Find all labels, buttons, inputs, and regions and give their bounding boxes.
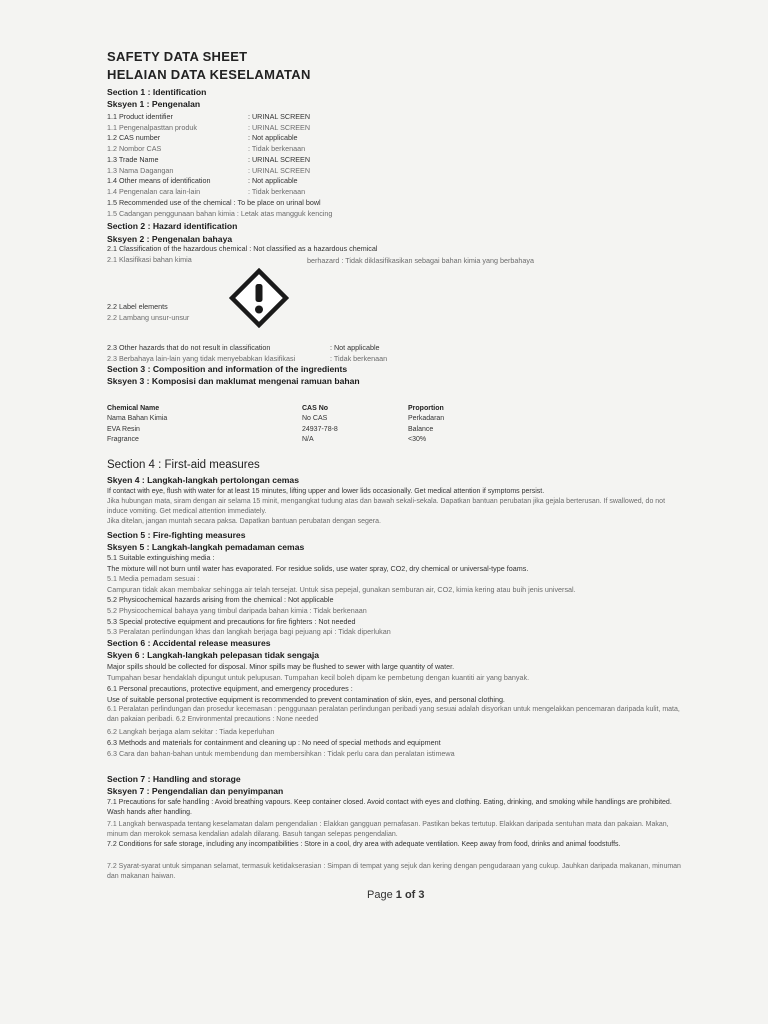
table-row-proportion: Balance <box>408 426 434 433</box>
fire-fighting-line: 5.3 Peralatan perlindungan khas dan langkah berjaga bagi pejuang api : Tidak diperlukan <box>107 627 391 637</box>
identification-label: 1.1 Product identifier <box>107 112 173 121</box>
section-5-heading-malay: Sksyen 5 : Langkah-langkah pemadaman cemas <box>107 542 305 552</box>
safe-handling: 7.1 Precautions for safe handling : Avoid breathing vapours. Keep container closed. Avoid contact with eyes and clothing. Eating, drinking, and smoking while handlings are prohibited. Wash hands after handling. <box>107 799 672 816</box>
other-hazards-value: : Not applicable <box>330 343 380 352</box>
fire-fighting-line: 5.2 Physicochemical bahaya yang timbul daripada bahan kimia : Tidak berkenaan <box>107 606 367 615</box>
document-title-malay: HELAIAN DATA KESELAMATAN <box>107 67 311 82</box>
page-number <box>367 889 425 901</box>
containment-methods-malay: 6.3 Cara dan bahan-bahan untuk membendung dan membersihkan : Tidak perlu cara dan peralatan istimewa <box>107 749 455 758</box>
identification-label: 1.2 CAS number <box>107 133 161 143</box>
ppe-text-malay: 6.1 Peralatan perlindungan dan prosedur kecemasan : penggunaan peralatan perlindungan peribadi yang sesuai adalah disyorkan untuk mengelakkan pencemaran daripada kulit, mata, dan pakaian peribadi. 6.2 Environmental precautions : None needed <box>107 706 680 723</box>
ppe-text: Use of suitable personal protective equipment is recommended to prevent contamination of skin, eyes, and personal clothing. <box>107 695 505 704</box>
section-4-heading: Section 4 : First-aid measures <box>107 459 260 471</box>
column-header-proportion-malay: Perkadaran <box>408 415 445 422</box>
page-current: 1 <box>395 889 402 901</box>
fire-fighting-line: 5.1 Suitable extinguishing media : <box>107 553 215 562</box>
identification-label: 1.3 Trade Name <box>107 154 159 164</box>
identification-label: 1.2 Nombor CAS <box>107 144 162 154</box>
label-elements: 2.2 Label elements <box>107 302 168 311</box>
other-hazards-malay: 2.3 Berbahaya lain-lain yang tidak menyebabkan klasifikasi <box>107 354 296 363</box>
page-total: 3 <box>418 889 425 901</box>
other-hazards: 2.3 Other hazards that do not result in classification <box>107 343 271 352</box>
identification-label: 1.4 Other means of identification <box>107 176 211 186</box>
identification-value: : Tidak berkenaan <box>248 186 306 196</box>
section-2-heading-malay: Sksyen 2 : Pengenalan bahaya <box>107 234 233 244</box>
identification-value: : URINAL SCREEN <box>248 112 311 121</box>
table-row-chemical: Fragrance <box>107 436 139 443</box>
safe-handling-malay: 7.1 Langkah berwaspada tentang keselamatan dalam pengendalian : Elakkan gangguan pernafasan. Pastikan bekas tertutup. Elakkan daripada sentuhan mata dan pakaian. Makan, minum dan merokok semasa kendalian adalah dilarang. Basuh tangan selepas pengendalian. <box>107 821 669 838</box>
fire-fighting-line: 5.1 Media pemadam sesuai : <box>107 574 200 584</box>
identification-label: 1.3 Nama Dagangan <box>107 165 174 175</box>
identification-label: 1.1 Pengenalpasttan produk <box>107 122 197 132</box>
fire-fighting-line: The mixture will not burn until water has evaporated. For residue solids, use water spray, CO2, dry chemical or universal-type foams. <box>107 563 529 573</box>
personal-precautions: 6.1 Personal precautions, protective equipment, and emergency procedures : <box>107 684 353 693</box>
first-aid-swallow-malay: Jika ditelan, jangan muntah secara paksa. Dapatkan bantuan perubatan dengan segera. <box>107 518 381 525</box>
page-word: Page <box>367 889 393 901</box>
identification-value: : Not applicable <box>248 133 298 143</box>
recommended-use-malay: 1.5 Cadangan penggunaan bahan kimia : Letak atas mangguk kencing <box>107 209 333 218</box>
column-header-proportion: Proportion <box>408 405 444 412</box>
environmental-malay: 6.2 Langkah berjaga alam sekitar : Tiada keperluhan <box>107 727 275 736</box>
classification-malay-label: 2.1 Klasifikasi bahan kimia <box>107 255 192 264</box>
column-header-chemical-malay: Nama Bahan Kimia <box>107 415 168 422</box>
column-header-cas-malay: No CAS <box>302 415 328 422</box>
page-of: of <box>404 889 416 901</box>
safe-storage: 7.2 Conditions for safe storage, including any incompatibilities : Store in a cool, dry area with adequate ventilation. Keep away from food, drinks and animal foodstuffs. <box>107 841 621 848</box>
safe-storage-malay: 7.2 Syarat-syarat untuk simpanan selamat, termasuk ketidakserasian : Simpan di tempat yang sejuk dan kering dengan pengudaraan yang cukup. Jauhkan daripada makanan, minuman dan makanan haiwan. <box>107 863 681 880</box>
table-row-cas: N/A <box>302 436 314 443</box>
section-3-heading-malay: Sksyen 3 : Komposisi dan maklumat mengenai ramuan bahan <box>107 376 360 386</box>
table-row-proportion: <30% <box>408 436 427 443</box>
section-6-heading: Section 6 : Accidental release measures <box>107 638 271 648</box>
fire-fighting-line: Campuran tidak akan membakar sehingga air telah tersejat. Untuk sisa pepejal, gunakan semburan air, CO2, kimia kering atau buih jenis universal. <box>107 584 576 594</box>
column-header-chemical: Chemical Name <box>107 405 160 412</box>
section-7-heading-malay: Sksyen 7 : Pengendalian dan penyimpanan <box>107 786 284 796</box>
identification-value: : Tidak berkenaan <box>248 144 306 154</box>
spill-text: Major spills should be collected for disposal. Minor spills may be flushed to sewer with large quantity of water. <box>107 662 455 671</box>
section-3-heading: Section 3 : Composition and information of the ingredients <box>107 364 348 374</box>
table-row-chemical: EVA Resin <box>107 426 140 433</box>
fire-fighting-line: 5.2 Physicochemical hazards arising from the chemical : Not applicable <box>107 595 334 605</box>
classification-malay-value: berhazard : Tidak diklasifikasikan sebagai bahan kimia yang berbahaya <box>307 256 534 265</box>
identification-value: : URINAL SCREEN <box>248 165 311 175</box>
identification-label: 1.4 Pengenalan cara lain-lain <box>107 186 201 196</box>
containment-methods: 6.3 Methods and materials for containment and cleaning up : No need of special methods and equipment <box>107 738 441 747</box>
recommended-use: 1.5 Recommended use of the chemical : To be place on urinal bowl <box>107 198 321 207</box>
column-header-cas: CAS No <box>302 405 329 412</box>
identification-value: : Not applicable <box>248 176 298 186</box>
identification-value: : URINAL SCREEN <box>248 154 311 164</box>
other-hazards-malay-value: : Tidak berkenaan <box>330 354 388 363</box>
section-6-heading-malay: Skyen 6 : Langkah-langkah pelepasan tidak sengaja <box>107 650 320 660</box>
label-elements-malay: 2.2 Lambang unsur-unsur <box>107 313 190 322</box>
spill-text-malay: Tumpahan besar hendaklah dipungut untuk pelupusan. Tumpahan kecil boleh dipam ke pembetung dengan kuantiti air yang banyak. <box>107 673 530 682</box>
first-aid-eye: If contact with eye, flush with water for at least 15 minutes, lifting upper and lower lids occasionally. Get medical attention if symptoms persist. <box>107 488 545 495</box>
exclamation-diamond-icon <box>229 268 289 328</box>
section-4-heading-malay: Skyen 4 : Langkah-langkah pertolongan cemas <box>107 475 299 485</box>
identification-value: : URINAL SCREEN <box>248 122 311 132</box>
section-1-heading: Section 1 : Identification <box>107 87 207 97</box>
table-row-cas: 24937-78-8 <box>302 426 338 433</box>
first-aid-malay: Jika hubungan mata, siram dengan air selama 15 minit, mengangkat tudung atas dan bawah sekali-sekala. Dapatkan bantuan perubatan jika gejala berterusan. If swallowed, do not induce vomiting. Get medical attention immediately. <box>107 498 666 515</box>
classification: 2.1 Classification of the hazardous chemical : Not classified as a hazardous chemical <box>107 244 378 253</box>
document-title: SAFETY DATA SHEET <box>107 49 248 64</box>
section-7-heading: Section 7 : Handling and storage <box>107 774 241 784</box>
section-2-heading: Section 2 : Hazard identification <box>107 221 238 231</box>
section-5-heading: Section 5 : Fire-fighting measures <box>107 530 246 540</box>
fire-fighting-line: 5.3 Special protective equipment and precautions for fire fighters : Not needed <box>107 616 356 626</box>
section-1-heading-malay: Sksyen 1 : Pengenalan <box>107 99 201 109</box>
